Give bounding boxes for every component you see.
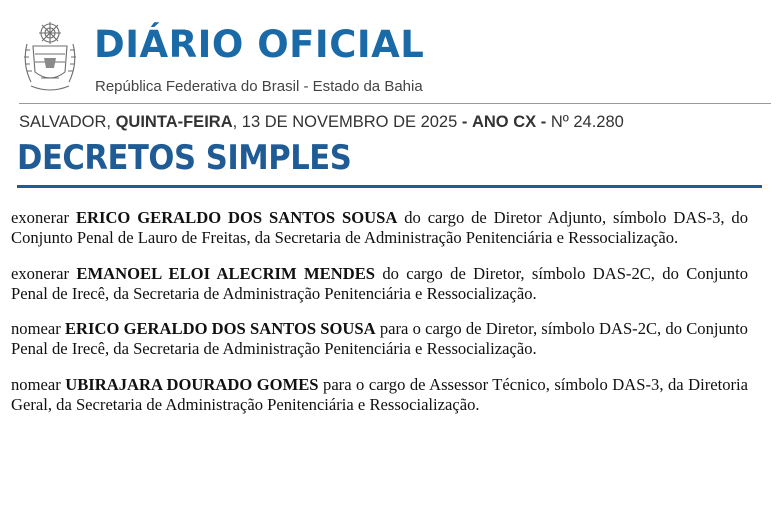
decree-paragraph	[11, 208, 748, 249]
masthead-divider	[19, 103, 771, 104]
decree-person-name: UBIRAJARA DOURADO GOMES	[65, 374, 319, 394]
decree-verb: exonerar	[11, 208, 70, 227]
newspaper-title: DIÁRIO OFICIAL	[94, 23, 425, 66]
decree-text: do cargo de Diretor Adjunto, símbolo DAS-3, do Conjunto Penal de Lauro de Freitas, da Secretaria de Administração Penitenciária e Ressocialização.	[11, 208, 748, 248]
section-title: DECRETOS SIMPLES	[17, 138, 352, 178]
decree-verb: nomear	[11, 319, 61, 339]
dateline-city: SALVADOR	[19, 113, 107, 131]
decree-text: para o cargo de Assessor Técnico, símbolo DAS-3, da Diretoria Geral, da Secretaria de Administração Penitenciária e Ressocialização.	[11, 374, 748, 415]
decree-verb: nomear	[11, 374, 61, 394]
dateline-weekday: QUINTA-FEIRA	[115, 113, 233, 131]
decree-text: para o cargo de Diretor, símbolo DAS-2C, do Conjunto Penal de Irecê, da Secretaria de Administração Penitenciária e Ressocialização.	[11, 319, 748, 359]
decree-verb: exonerar	[11, 263, 70, 283]
decree-person-name: ERICO GERALDO DOS SANTOS SOUSA	[75, 208, 398, 227]
decree-paragraph	[11, 264, 748, 305]
bahia-coat-of-arms-icon	[19, 20, 81, 94]
decree-list	[11, 208, 748, 430]
decree-paragraph	[11, 375, 748, 416]
dateline-date: 13 DE NOVEMBRO DE 2025	[241, 113, 458, 131]
dateline-year: ANO CX	[471, 113, 537, 131]
masthead	[0, 0, 780, 105]
dateline-number: Nº 24.280	[550, 113, 624, 131]
decree-paragraph	[11, 319, 748, 360]
decree-person-name: EMANOEL ELOI ALECRIM MENDES	[76, 263, 376, 283]
decree-person-name: ERICO GERALDO DOS SANTOS SOUSA	[64, 319, 376, 339]
newspaper-subtitle: República Federativa do Brasil - Estado da Bahia	[95, 78, 423, 95]
decree-text: do cargo de Diretor, símbolo DAS-2C, do Conjunto Penal de Irecê, da Secretaria de Administração Penitenciária e Ressocialização.	[11, 263, 748, 303]
section-divider	[17, 185, 762, 188]
dateline: SALVADOR, QUINTA-FEIRA, 13 DE NOVEMBRO DE 2025 - ANO CX - Nº 24.280	[19, 113, 624, 131]
